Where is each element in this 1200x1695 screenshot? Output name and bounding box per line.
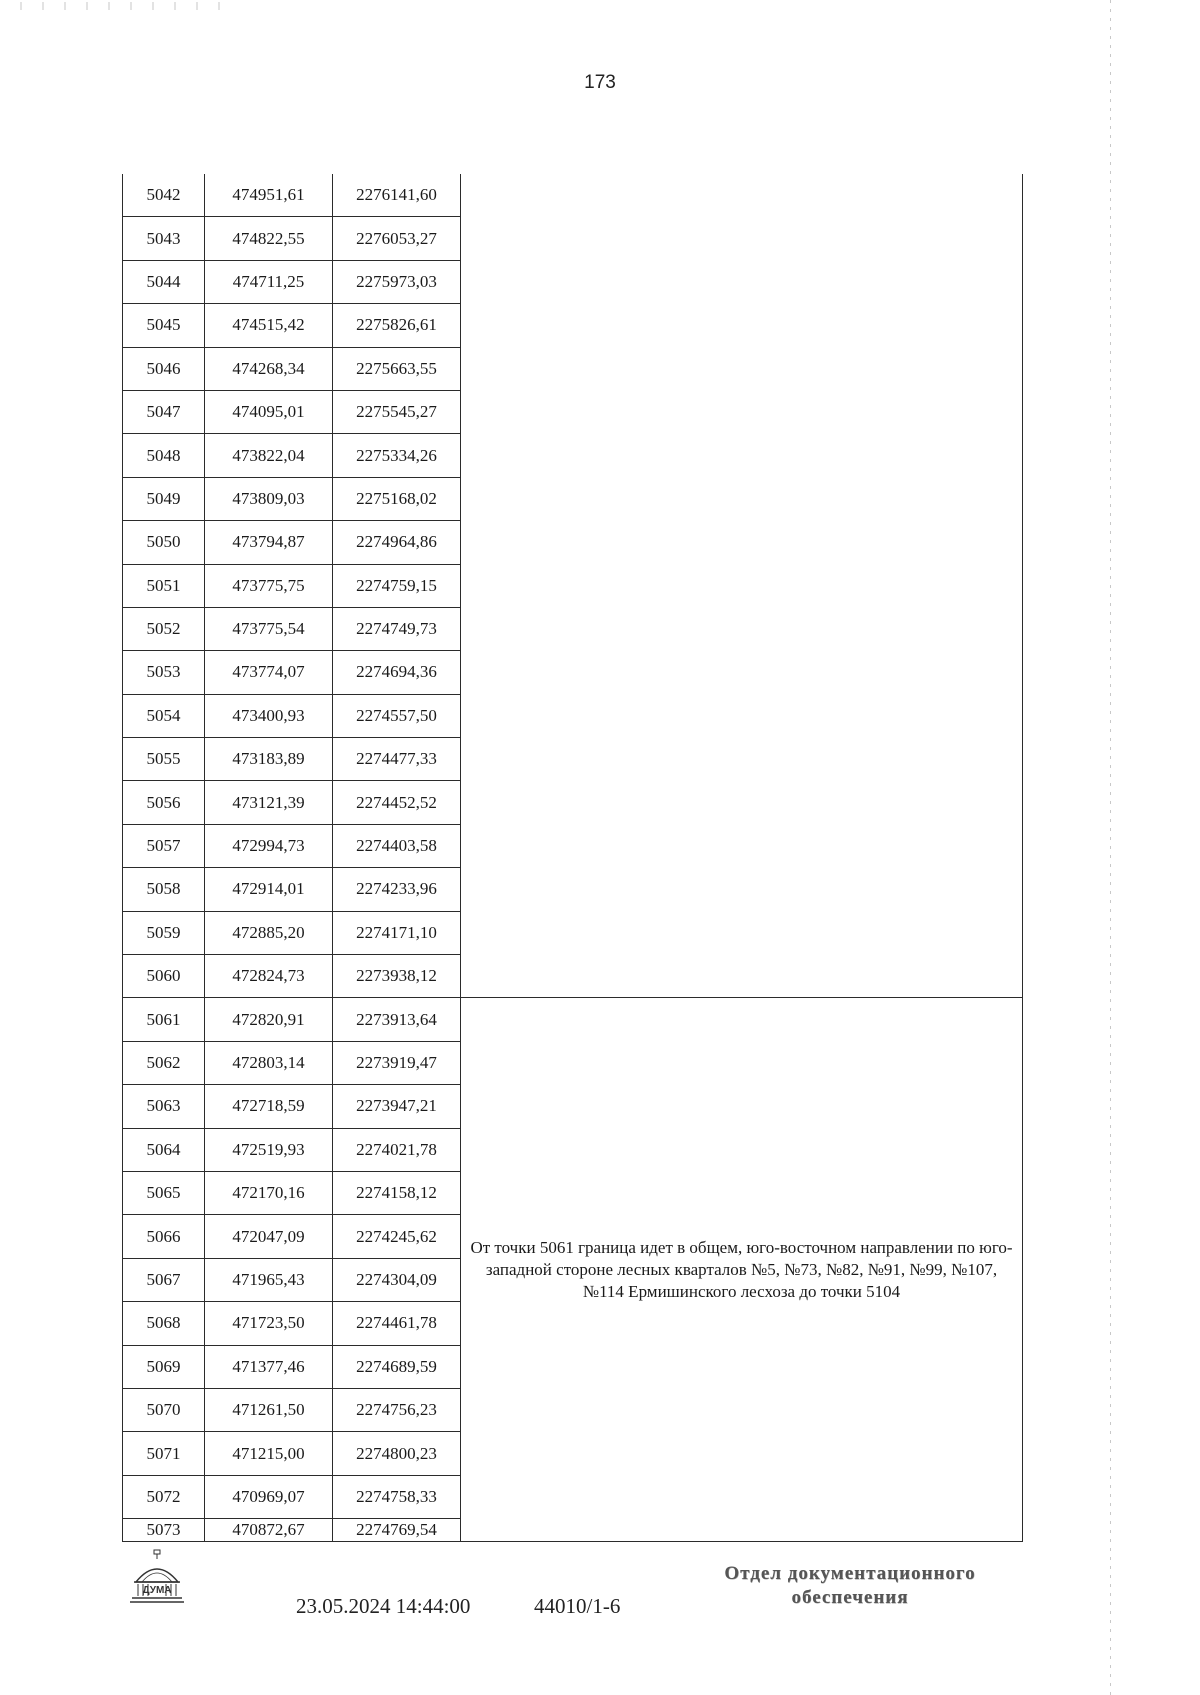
x-coordinate-cell: 472170,16 — [205, 1171, 333, 1214]
point-number-cell: 5046 — [123, 347, 205, 390]
x-coordinate-cell: 473400,93 — [205, 694, 333, 737]
point-number-cell: 5062 — [123, 1041, 205, 1084]
stamp-line-2: обеспечения — [791, 1587, 909, 1608]
department-stamp — [700, 1562, 1000, 1610]
table-row — [123, 998, 1023, 1041]
y-coordinate-cell: 2273913,64 — [333, 998, 461, 1041]
y-coordinate-cell: 2274769,54 — [333, 1519, 461, 1542]
y-coordinate-cell: 2274749,73 — [333, 607, 461, 650]
y-coordinate-cell: 2275545,27 — [333, 390, 461, 433]
x-coordinate-cell: 471215,00 — [205, 1432, 333, 1475]
x-coordinate-cell: 472519,93 — [205, 1128, 333, 1171]
point-number-cell: 5044 — [123, 260, 205, 303]
y-coordinate-cell: 2274403,58 — [333, 824, 461, 867]
x-coordinate-cell: 474515,42 — [205, 304, 333, 347]
x-coordinate-cell: 474095,01 — [205, 390, 333, 433]
point-number-cell: 5052 — [123, 607, 205, 650]
x-coordinate-cell: 471261,50 — [205, 1388, 333, 1431]
point-number-cell: 5057 — [123, 824, 205, 867]
boundary-description-lower: От точки 5061 граница идет в общем, юго-восточном направлении по юго-западной стороне лесных кварталов №5, №73, №82, №91, №99, №107, №114 Ермишинского лесхоза до точки 5104 — [461, 998, 1023, 1542]
x-coordinate-cell: 472718,59 — [205, 1085, 333, 1128]
x-coordinate-cell: 474711,25 — [205, 260, 333, 303]
y-coordinate-cell: 2276053,27 — [333, 217, 461, 260]
x-coordinate-cell: 471965,43 — [205, 1258, 333, 1301]
x-coordinate-cell: 472824,73 — [205, 955, 333, 998]
y-coordinate-cell: 2274452,52 — [333, 781, 461, 824]
point-number-cell: 5054 — [123, 694, 205, 737]
y-coordinate-cell: 2274800,23 — [333, 1432, 461, 1475]
y-coordinate-cell: 2275973,03 — [333, 260, 461, 303]
point-number-cell: 5061 — [123, 998, 205, 1041]
y-coordinate-cell: 2274689,59 — [333, 1345, 461, 1388]
x-coordinate-cell: 471723,50 — [205, 1302, 333, 1345]
x-coordinate-cell: 473183,89 — [205, 738, 333, 781]
point-number-cell: 5072 — [123, 1475, 205, 1518]
point-number-cell: 5067 — [123, 1258, 205, 1301]
x-coordinate-cell: 473809,03 — [205, 477, 333, 520]
page-number: 173 — [584, 72, 616, 93]
x-coordinate-cell: 474951,61 — [205, 174, 333, 217]
scan-artifacts — [20, 2, 220, 10]
y-coordinate-cell: 2274694,36 — [333, 651, 461, 694]
point-number-cell: 5049 — [123, 477, 205, 520]
x-coordinate-cell: 472914,01 — [205, 868, 333, 911]
x-coordinate-cell: 470872,67 — [205, 1519, 333, 1542]
x-coordinate-cell: 472820,91 — [205, 998, 333, 1041]
y-coordinate-cell: 2274759,15 — [333, 564, 461, 607]
stamp-line-1: Отдел документационного — [724, 1563, 976, 1584]
x-coordinate-cell: 474268,34 — [205, 347, 333, 390]
logo-text: ДУМА — [142, 1585, 172, 1596]
point-number-cell: 5053 — [123, 651, 205, 694]
point-number-cell: 5060 — [123, 955, 205, 998]
point-number-cell: 5070 — [123, 1388, 205, 1431]
y-coordinate-cell: 2274233,96 — [333, 868, 461, 911]
table-row — [123, 174, 1023, 217]
x-coordinate-cell: 470969,07 — [205, 1475, 333, 1518]
point-number-cell: 5051 — [123, 564, 205, 607]
y-coordinate-cell: 2274477,33 — [333, 738, 461, 781]
y-coordinate-cell: 2274758,33 — [333, 1475, 461, 1518]
y-coordinate-cell: 2274461,78 — [333, 1302, 461, 1345]
y-coordinate-cell: 2275663,55 — [333, 347, 461, 390]
y-coordinate-cell: 2274964,86 — [333, 521, 461, 564]
point-number-cell: 5073 — [123, 1519, 205, 1542]
x-coordinate-cell: 472885,20 — [205, 911, 333, 954]
y-coordinate-cell: 2274021,78 — [333, 1128, 461, 1171]
point-number-cell: 5055 — [123, 738, 205, 781]
x-coordinate-cell: 472994,73 — [205, 824, 333, 867]
y-coordinate-cell: 2273947,21 — [333, 1085, 461, 1128]
point-number-cell: 5045 — [123, 304, 205, 347]
x-coordinate-cell: 474822,55 — [205, 217, 333, 260]
point-number-cell: 5047 — [123, 390, 205, 433]
y-coordinate-cell: 2274245,62 — [333, 1215, 461, 1258]
x-coordinate-cell: 473822,04 — [205, 434, 333, 477]
boundary-description-upper — [461, 174, 1023, 998]
point-number-cell: 5071 — [123, 1432, 205, 1475]
y-coordinate-cell: 2274304,09 — [333, 1258, 461, 1301]
duma-logo-icon — [128, 1548, 186, 1606]
point-number-cell: 5059 — [123, 911, 205, 954]
footer-datetime: 23.05.2024 14:44:00 — [296, 1594, 471, 1618]
point-number-cell: 5063 — [123, 1085, 205, 1128]
x-coordinate-cell: 472047,09 — [205, 1215, 333, 1258]
y-coordinate-cell: 2273938,12 — [333, 955, 461, 998]
y-coordinate-cell: 2276141,60 — [333, 174, 461, 217]
y-coordinate-cell: 2274557,50 — [333, 694, 461, 737]
y-coordinate-cell: 2274171,10 — [333, 911, 461, 954]
point-number-cell: 5066 — [123, 1215, 205, 1258]
point-number-cell: 5058 — [123, 868, 205, 911]
point-number-cell: 5069 — [123, 1345, 205, 1388]
y-coordinate-cell: 2274158,12 — [333, 1171, 461, 1214]
coordinates-table — [122, 174, 1023, 1542]
y-coordinate-cell: 2275334,26 — [333, 434, 461, 477]
x-coordinate-cell: 473794,87 — [205, 521, 333, 564]
point-number-cell: 5042 — [123, 174, 205, 217]
point-number-cell: 5065 — [123, 1171, 205, 1214]
y-coordinate-cell: 2273919,47 — [333, 1041, 461, 1084]
point-number-cell: 5068 — [123, 1302, 205, 1345]
x-coordinate-cell: 472803,14 — [205, 1041, 333, 1084]
scan-edge-rule — [1110, 0, 1111, 1695]
x-coordinate-cell: 473775,75 — [205, 564, 333, 607]
x-coordinate-cell: 471377,46 — [205, 1345, 333, 1388]
y-coordinate-cell: 2274756,23 — [333, 1388, 461, 1431]
point-number-cell: 5050 — [123, 521, 205, 564]
y-coordinate-cell: 2275168,02 — [333, 477, 461, 520]
point-number-cell: 5043 — [123, 217, 205, 260]
x-coordinate-cell: 473121,39 — [205, 781, 333, 824]
y-coordinate-cell: 2275826,61 — [333, 304, 461, 347]
point-number-cell: 5064 — [123, 1128, 205, 1171]
point-number-cell: 5048 — [123, 434, 205, 477]
x-coordinate-cell: 473774,07 — [205, 651, 333, 694]
footer-doc-number: 44010/1-6 — [534, 1594, 621, 1618]
point-number-cell: 5056 — [123, 781, 205, 824]
x-coordinate-cell: 473775,54 — [205, 607, 333, 650]
